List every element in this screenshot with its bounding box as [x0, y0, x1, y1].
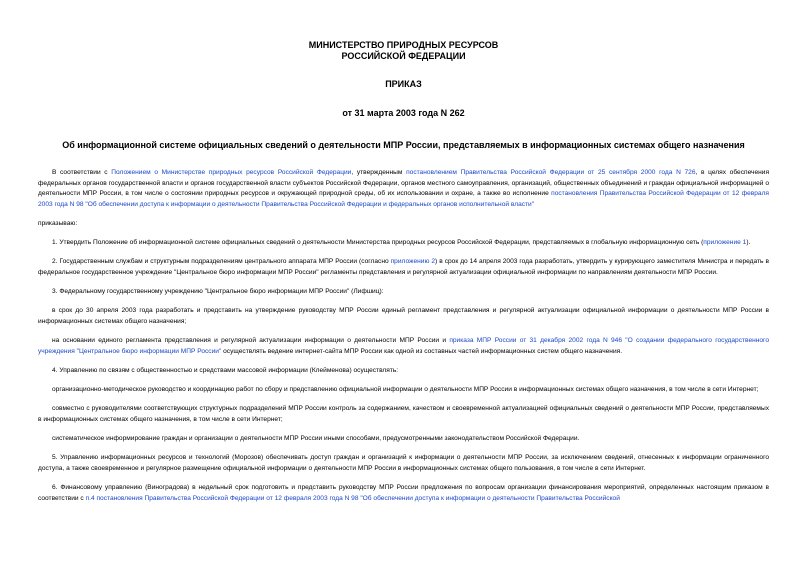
- ministry-line-2: РОССИЙСКОЙ ФЕДЕРАЦИИ: [341, 51, 466, 61]
- paragraph-item-4-c: систематическое информирование граждан и организации о деятельности МПР России иными способами, предусмотренными законодательством Российской Федерации.: [52, 435, 580, 443]
- paragraph-item-4-a: организационно-методическое руководство и координацию работ по сбору и представлению официальной информации о деятельности МПР России в информационных системах общего назначения, в том числе в сети Интернет;: [52, 386, 759, 394]
- paragraph-item-5: 5. Управлению информационных ресурсов и технологий (Морозов) обеспечивать доступ граждан и организаций к информации о деятельности МПР России, за исключением сведений, отнесенных к информации ограниченного доступа, а также своевременное и регулярное размещение официальной информации о деятельности МПР России в информационных системах общего пользования, в том числе в сети Интернет.: [38, 454, 769, 472]
- ministry-line-1: МИНИСТЕРСТВО ПРИРОДНЫХ РЕСУРСОВ: [308, 40, 499, 50]
- link-appendix-1[interactable]: приложение 1: [703, 239, 747, 247]
- ministry-name: [38, 40, 769, 62]
- document-date: от 31 марта 2003 года N 262: [342, 108, 465, 118]
- link-government-decree-726[interactable]: постановлением Правительства Российской Федерации от 25 сентября 2000 года N 726: [406, 169, 696, 176]
- link-government-decree-98[interactable]: постановления Правительства Российской Федерации от 12 февраля 2003 года N 98 "Об обеспечении доступа к информации о деятельности Правительства Российской Федерации и федеральных органов исполнительной власти": [38, 190, 769, 208]
- document-type: ПРИКАЗ: [385, 79, 422, 89]
- paragraph-preamble: В соответствии с Положением о Министерстве природных ресурсов Российской Федерации, утвержденным постановлением Правительства Российской Федерации от 25 сентября 2000 года N 726, в целях обеспечения федеральных органов государственной власти и органов государственной власти субъектов Российской Федерации, органов местного самоуправления, организаций, общественных объединений и граждан официальной информацией о деятельности МПР России, в том числе о состоянии природных ресурсов и окружающей природной среды, об их использовании и охране, а также во исполнение постановления Правительства Российской Федерации от 12 февраля 2003 года N 98 "Об обеспечении доступа к информации о деятельности Правительства Российской Федерации и федеральных органов исполнительной власти": [38, 169, 770, 208]
- paragraph-item-4: 4. Управлению по связям с общественностью и средствами массовой информации (Клейменова) осуществлять:: [52, 366, 399, 374]
- paragraph-item-1: 1. Утвердить Положение об информационной системе официальных сведений о деятельности Министерства природных ресурсов Российской Федерации, представляемых в глобальную информационную сеть (приложение 1).: [52, 239, 751, 247]
- link-appendix-2[interactable]: приложению 2: [390, 258, 436, 266]
- paragraph-item-2: 2. Государственным службам и структурным подразделениям центрального аппарата МПР России (согласно приложению 2) в срок до 14 апреля 2003 года разработать, утвердить у курирующего заместителя Министра и передать в федеральное государственное учреждение "Центральное бюро информации МПР России" регламенты представления и регулярной актуализации официальной информации по направлениям деятельности МПР России.: [38, 258, 769, 276]
- paragraph-item-3-a: в срок до 30 апреля 2003 года разработать и представить на утверждение руководству МПР России единый регламент представления и регулярной актуализации официальной информации о деятельности МПР России в информационных системах общего назначения;: [38, 307, 769, 325]
- document-title: Об информационной системе официальных сведений о деятельности МПР России, представляемых в информационных системах общего назначения: [62, 140, 745, 150]
- link-order-946[interactable]: приказа МПР России от 31 декабря 2002 года N 946 "О создании федерального государственного учреждения "Центральное бюро информации МПР России": [38, 337, 769, 355]
- paragraph-item-3: 3. Федеральному государственному учреждению "Центральное бюро информации МПР России" (Лифшиц):: [52, 288, 384, 296]
- paragraph-item-4-b: совместно с руководителями соответствующих структурных подразделений МПР России контроль за содержанием, качеством и своевременной актуализацией официальных сведений о деятельности МПР России, представляемых в информационных системах общего назначения, в том числе в сети Интернет;: [38, 405, 769, 423]
- link-ministry-regulation[interactable]: Положением о Министерстве природных ресурсов Российской Федерации: [111, 169, 352, 176]
- paragraph-item-3-b: на основании единого регламента представления и регулярной актуализации информации о деятельности МПР России и приказа МПР России от 31 декабря 2002 года N 946 "О создании федерального государственного учреждения "Центральное бюро информации МПР России" осуществлять ведение интернет-сайта МПР России как одной из составных частей информационных систем общего назначения.: [38, 337, 769, 355]
- link-decree-98-item-4[interactable]: п.4 постановления Правительства Российской Федерации от 12 февраля 2003 года N 98 "Об обеспечении доступа к информации о деятельности Правительства Российской: [85, 494, 620, 502]
- paragraph-order-word: приказываю:: [38, 219, 78, 227]
- paragraph-item-6: 6. Финансовому управлению (Виноградова) в недельный срок подготовить и представить руководству МПР России предложения по вопросам организации финансирования мероприятий, определенных настоящим приказом в соответствии с п.4 постановления Правительства Российской Федерации от 12 февраля 2003 года N 98 "Об обеспечении доступа к информации о деятельности Правительства Российской: [38, 484, 769, 502]
